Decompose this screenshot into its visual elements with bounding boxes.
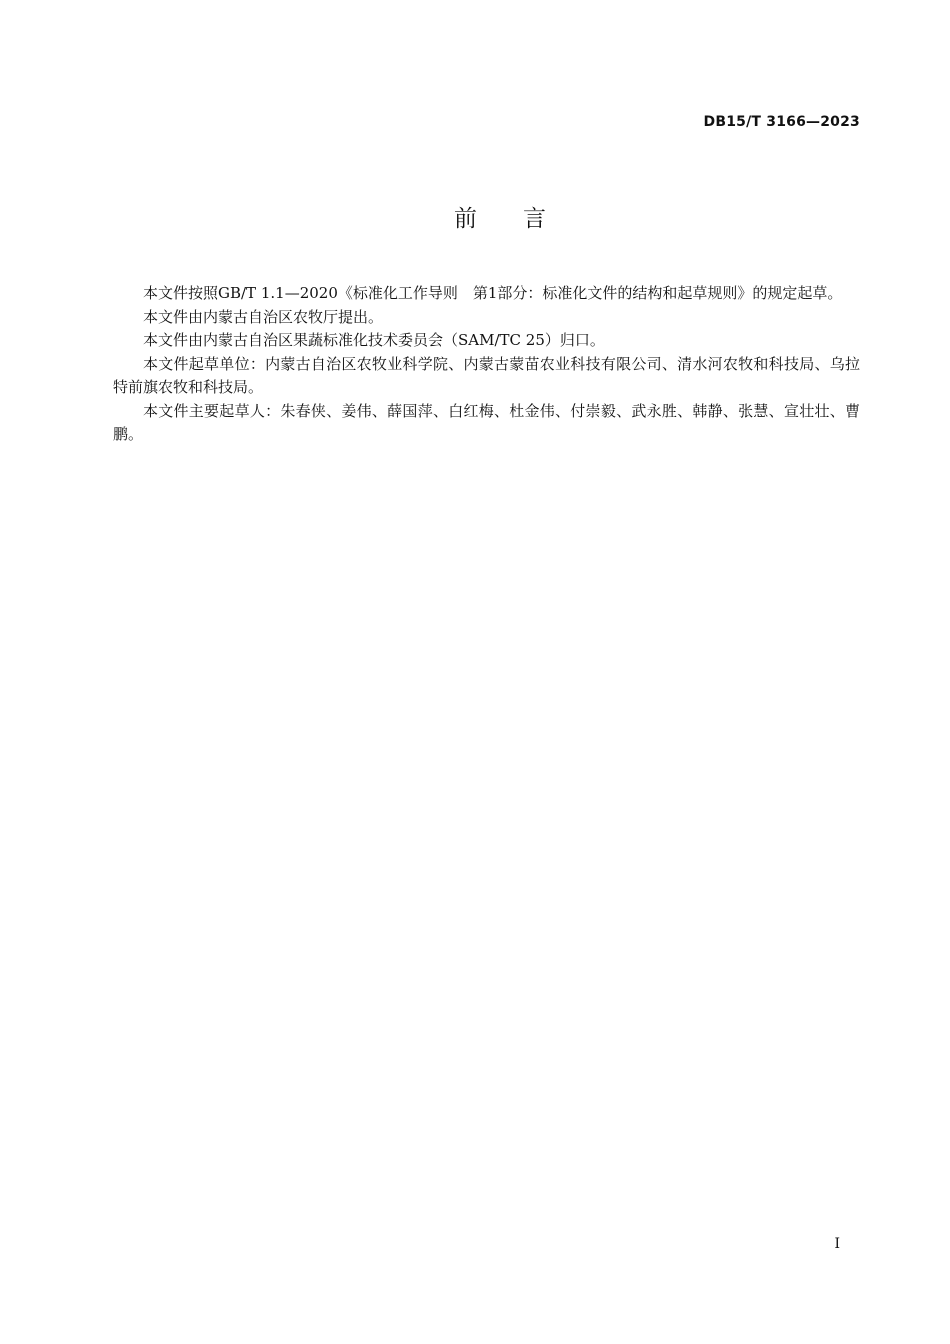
standard-code: DB15/T 3166—2023: [703, 114, 860, 130]
paragraph-drafting-units: 本文件起草单位：内蒙古自治区农牧业科学院、内蒙古蒙苗农业科技有限公司、清水河农牧和科技局、乌拉特前旗农牧和科技局。: [113, 354, 860, 396]
page-number: I: [834, 1236, 840, 1252]
paragraph-drafters: 本文件主要起草人：朱春侠、姜伟、薛国萍、白红梅、杜金伟、付崇毅、武永胜、韩静、张慧、宣壮壮、曹鹏。: [113, 401, 860, 443]
page-title: 前言: [454, 206, 592, 232]
foreword-body: [113, 282, 860, 447]
paragraph-drafting-basis: 本文件按照GB/T 1.1—2020《标准化工作导则 第1部分：标准化文件的结构和起草规则》的规定起草。: [143, 284, 843, 302]
paragraph-proposer: 本文件由内蒙古自治区农牧厅提出。: [143, 307, 384, 326]
paragraph-committee: 本文件由内蒙古自治区果蔬标准化技术委员会（SAM/TC 25）归口。: [143, 331, 605, 349]
